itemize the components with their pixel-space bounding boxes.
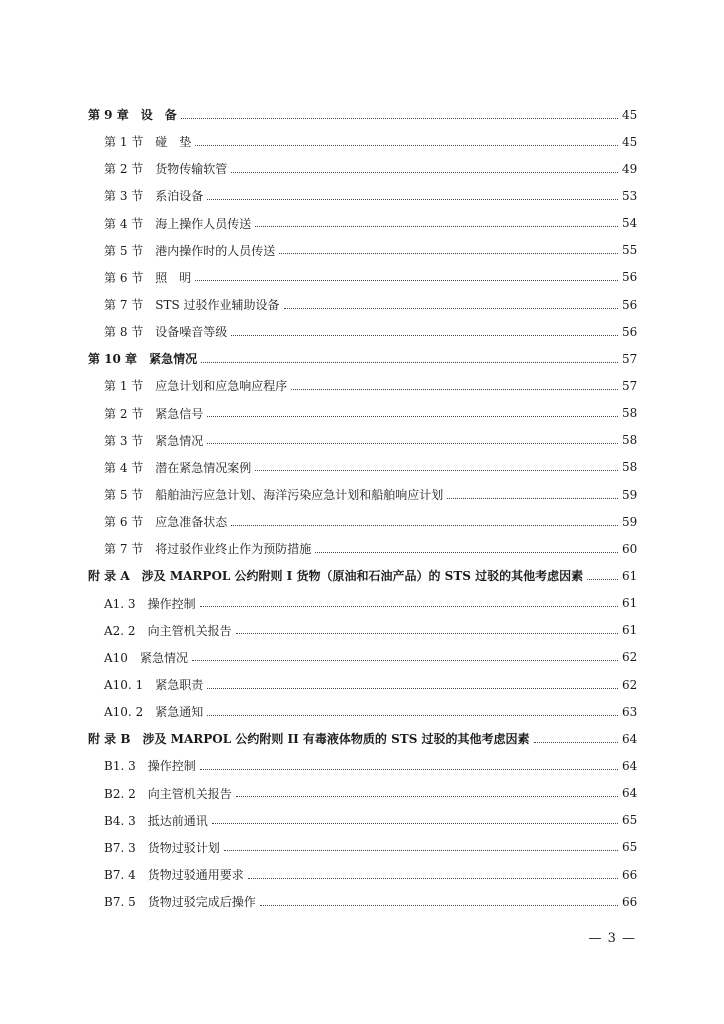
toc-section-entry[interactable]: [88, 617, 636, 644]
toc-entry-number: 第 7 节: [104, 542, 144, 557]
toc-entry-number: 第 7 节: [104, 298, 144, 313]
toc-entry-number: B7. 5: [104, 895, 136, 910]
dot-leader: [181, 117, 618, 119]
dot-leader: [279, 252, 618, 254]
toc-entry-number: B4. 3: [104, 813, 136, 828]
toc-entry-label: [104, 676, 203, 693]
dot-leader: [587, 578, 618, 580]
toc-entry-number: 第 3 节: [104, 433, 144, 448]
toc-entry-title: 紧急情况: [149, 352, 198, 367]
dot-leader: [207, 415, 618, 417]
toc-entry-number: 第 2 节: [104, 406, 144, 421]
dot-leader: [447, 497, 618, 499]
toc-section-entry[interactable]: [88, 182, 636, 209]
toc-entry-label: [104, 757, 196, 774]
toc-entry-page: 61: [622, 596, 638, 611]
toc-entry-title: 潜在紧急情况案例: [155, 460, 252, 475]
toc-entry-title: 涉及 MARPOL 公约附则 II 有毒液体物质的 STS 过驳的其他考虑因素: [142, 732, 530, 747]
toc-entry-page: 45: [622, 134, 638, 149]
toc-entry-title: 操作控制: [147, 596, 196, 611]
toc-entry-number: A1. 3: [104, 596, 136, 611]
toc-entry-label: [104, 839, 220, 856]
toc-entry-title: 紧急情况: [155, 433, 204, 448]
toc-entry-title: 将过驳作业终止作为预防措施: [155, 542, 312, 557]
toc-entry-title: 船舶油污应急计划、海洋污染应急计划和船舶响应计划: [155, 488, 444, 503]
dot-leader: [224, 849, 618, 851]
dot-leader: [231, 334, 618, 336]
toc-chapter-entry[interactable]: [88, 725, 636, 752]
dot-leader: [207, 714, 618, 716]
toc-entry-title: 紧急信号: [155, 406, 204, 421]
toc-section-entry[interactable]: [88, 861, 636, 888]
toc-entry-page: 64: [622, 758, 638, 773]
toc-entry-number: B1. 3: [104, 759, 136, 774]
toc-entry-title: 货物过驳通用要求: [147, 868, 244, 882]
toc-entry-title: STS 过驳作业辅助设备: [155, 298, 280, 313]
toc-entry-title: 涉及 MARPOL 公约附则 I 货物（原油和石油产品）的 STS 过驳的其他考虑因素: [141, 569, 584, 584]
toc-entry-label: [104, 405, 203, 422]
toc-chapter-entry[interactable]: [88, 345, 636, 372]
toc-section-entry[interactable]: [88, 508, 636, 535]
toc-entry-title: 抵达前通讯: [147, 813, 208, 828]
dot-leader: [231, 171, 618, 173]
toc-entry-number: 第 5 节: [104, 488, 144, 503]
toc-entry-title: 紧急情况: [139, 650, 188, 665]
toc-entry-page: 57: [622, 351, 638, 366]
toc-section-entry[interactable]: [88, 210, 636, 237]
toc-section-entry[interactable]: [88, 400, 636, 427]
toc-entry-page: 56: [622, 297, 638, 312]
toc-entry-title: 海上操作人员传送: [155, 216, 252, 231]
dot-leader: [207, 442, 618, 444]
toc-entry-number: 第 4 节: [104, 216, 144, 231]
page-number: — 3 —: [588, 931, 636, 946]
toc-entry-page: 58: [622, 460, 638, 475]
toc-entry-page: 56: [622, 270, 638, 285]
dot-leader: [200, 605, 618, 607]
dot-leader: [255, 469, 618, 471]
toc-entry-label: [104, 540, 311, 557]
toc-entry-page: 61: [622, 568, 638, 583]
toc-section-entry[interactable]: [88, 752, 636, 779]
toc-entry-label: [104, 296, 280, 313]
dot-leader: [212, 822, 618, 824]
toc-entry-title: 应急准备状态: [155, 515, 228, 530]
dot-leader: [236, 632, 618, 634]
dot-leader: [284, 307, 618, 309]
dot-leader: [207, 198, 618, 200]
toc-entry-number: 附 录 B: [88, 732, 131, 747]
toc-entry-number: 附 录 A: [88, 569, 130, 584]
toc-section-entry[interactable]: [88, 807, 636, 834]
dot-leader: [534, 741, 618, 743]
toc-entry-title: 向主管机关报告: [147, 786, 232, 801]
toc-entry-title: 紧急通知: [155, 705, 204, 720]
toc-entry-number: 第 1 节: [104, 379, 144, 394]
toc-entry-number: 第 9 章: [88, 108, 129, 123]
toc-entry-label: [88, 730, 530, 747]
toc-entry-number: 第 6 节: [104, 270, 144, 285]
toc-entry-title: 系泊设备: [155, 189, 204, 204]
dot-leader: [192, 659, 618, 661]
dot-leader: [201, 361, 618, 363]
toc-section-entry[interactable]: [88, 481, 636, 508]
dot-leader: [248, 877, 618, 879]
toc-entry-label: [104, 622, 232, 639]
toc-entry-number: A2. 2: [104, 623, 136, 638]
toc-entry-page: 63: [622, 704, 638, 719]
table-of-contents: [88, 101, 636, 915]
toc-entry-page: 62: [622, 677, 638, 692]
toc-entry-number: A10. 1: [104, 678, 144, 693]
toc-entry-title: 港内操作时的人员传送: [155, 243, 276, 258]
toc-section-entry[interactable]: [88, 888, 636, 915]
toc-entry-title: 设 备: [140, 108, 177, 123]
toc-entry-label: [104, 703, 203, 720]
toc-entry-number: A10: [104, 650, 128, 665]
toc-entry-label: [104, 242, 275, 259]
toc-entry-title: 操作控制: [147, 759, 196, 774]
toc-entry-number: B7. 3: [104, 840, 136, 855]
toc-entry-page: 64: [622, 786, 638, 801]
toc-chapter-entry[interactable]: [88, 101, 636, 128]
toc-entry-label: [104, 893, 256, 910]
toc-section-entry[interactable]: [88, 535, 636, 562]
toc-entry-label: [104, 785, 232, 802]
toc-entry-page: 66: [622, 867, 638, 882]
toc-entry-label: [104, 323, 227, 340]
toc-entry-label: [104, 187, 203, 204]
dot-leader: [195, 279, 618, 281]
dot-leader: [315, 551, 618, 553]
toc-entry-label: [104, 866, 244, 883]
toc-entry-title: 碰 垫: [155, 135, 192, 150]
toc-entry-number: 第 8 节: [104, 325, 144, 340]
toc-entry-title: 应急计划和应急响应程序: [155, 379, 288, 394]
toc-section-entry[interactable]: [88, 155, 636, 182]
toc-entry-title: 向主管机关报告: [147, 623, 232, 638]
toc-section-entry[interactable]: [88, 128, 636, 155]
toc-entry-page: 65: [622, 840, 638, 855]
toc-entry-label: [104, 812, 208, 829]
toc-entry-title: 紧急职责: [155, 678, 204, 693]
dot-leader: [200, 768, 618, 770]
toc-entry-label: [104, 486, 443, 503]
toc-entry-number: 第 4 节: [104, 460, 144, 475]
toc-entry-label: [104, 432, 203, 449]
toc-entry-page: 45: [622, 107, 638, 122]
toc-entry-page: 65: [622, 813, 638, 828]
toc-entry-title: 货物过驳完成后操作: [147, 895, 256, 910]
toc-entry-page: 61: [622, 623, 638, 638]
toc-entry-page: 56: [622, 324, 638, 339]
dot-leader: [291, 388, 618, 390]
toc-entry-page: 49: [622, 161, 638, 176]
toc-section-entry[interactable]: [88, 264, 636, 291]
toc-entry-label: [104, 160, 227, 177]
dot-leader: [236, 795, 618, 797]
toc-section-entry[interactable]: [88, 590, 636, 617]
toc-entry-page: 62: [622, 650, 638, 665]
toc-entry-label: [104, 215, 251, 232]
toc-entry-number: 第 2 节: [104, 162, 144, 177]
toc-entry-page: 60: [622, 541, 638, 556]
toc-section-entry[interactable]: [88, 834, 636, 861]
toc-entry-label: [104, 133, 191, 150]
toc-entry-number: B7. 4: [104, 868, 136, 882]
toc-entry-number: 第 1 节: [104, 135, 144, 150]
toc-section-entry[interactable]: [88, 427, 636, 454]
toc-entry-page: 64: [622, 731, 638, 746]
toc-entry-page: 57: [622, 378, 638, 393]
dot-leader: [195, 144, 618, 146]
toc-entry-page: 66: [622, 894, 638, 909]
toc-entry-number: 第 10 章: [88, 352, 138, 367]
toc-entry-page: 53: [622, 188, 638, 203]
toc-section-entry[interactable]: [88, 644, 636, 671]
toc-entry-label: [88, 106, 177, 123]
toc-entry-number: B2. 2: [104, 786, 136, 801]
toc-entry-title: 货物传输软管: [155, 162, 228, 177]
toc-entry-page: 59: [622, 487, 638, 502]
toc-entry-label: [104, 513, 227, 530]
dot-leader: [207, 687, 618, 689]
toc-entry-label: [104, 595, 196, 612]
toc-entry-number: A10. 2: [104, 705, 144, 720]
toc-section-entry[interactable]: [88, 237, 636, 264]
toc-entry-label: [104, 649, 188, 666]
toc-section-entry[interactable]: [88, 454, 636, 481]
toc-section-entry[interactable]: [88, 291, 636, 318]
toc-entry-label: [88, 350, 197, 367]
toc-entry-title: 货物过驳计划: [147, 840, 220, 855]
toc-section-entry[interactable]: [88, 780, 636, 807]
toc-entry-label: [104, 269, 191, 286]
dot-leader: [231, 524, 618, 526]
toc-entry-page: 55: [622, 243, 638, 258]
toc-entry-number: 第 6 节: [104, 515, 144, 530]
toc-section-entry[interactable]: [88, 671, 636, 698]
dot-leader: [255, 225, 618, 227]
toc-entry-number: 第 5 节: [104, 243, 144, 258]
toc-entry-page: 58: [622, 406, 638, 421]
toc-entry-number: 第 3 节: [104, 189, 144, 204]
toc-entry-label: [104, 377, 287, 394]
toc-entry-page: 58: [622, 433, 638, 448]
toc-entry-title: 设备噪音等级: [155, 325, 228, 340]
toc-entry-label: [88, 567, 583, 584]
toc-section-entry[interactable]: [88, 698, 636, 725]
toc-entry-page: 54: [622, 216, 638, 231]
toc-entry-page: 59: [622, 514, 638, 529]
dot-leader: [260, 904, 618, 906]
toc-entry-label: [104, 459, 251, 476]
toc-section-entry[interactable]: [88, 372, 636, 399]
toc-chapter-entry[interactable]: [88, 562, 636, 589]
toc-entry-title: 照 明: [155, 270, 192, 285]
toc-section-entry[interactable]: [88, 318, 636, 345]
